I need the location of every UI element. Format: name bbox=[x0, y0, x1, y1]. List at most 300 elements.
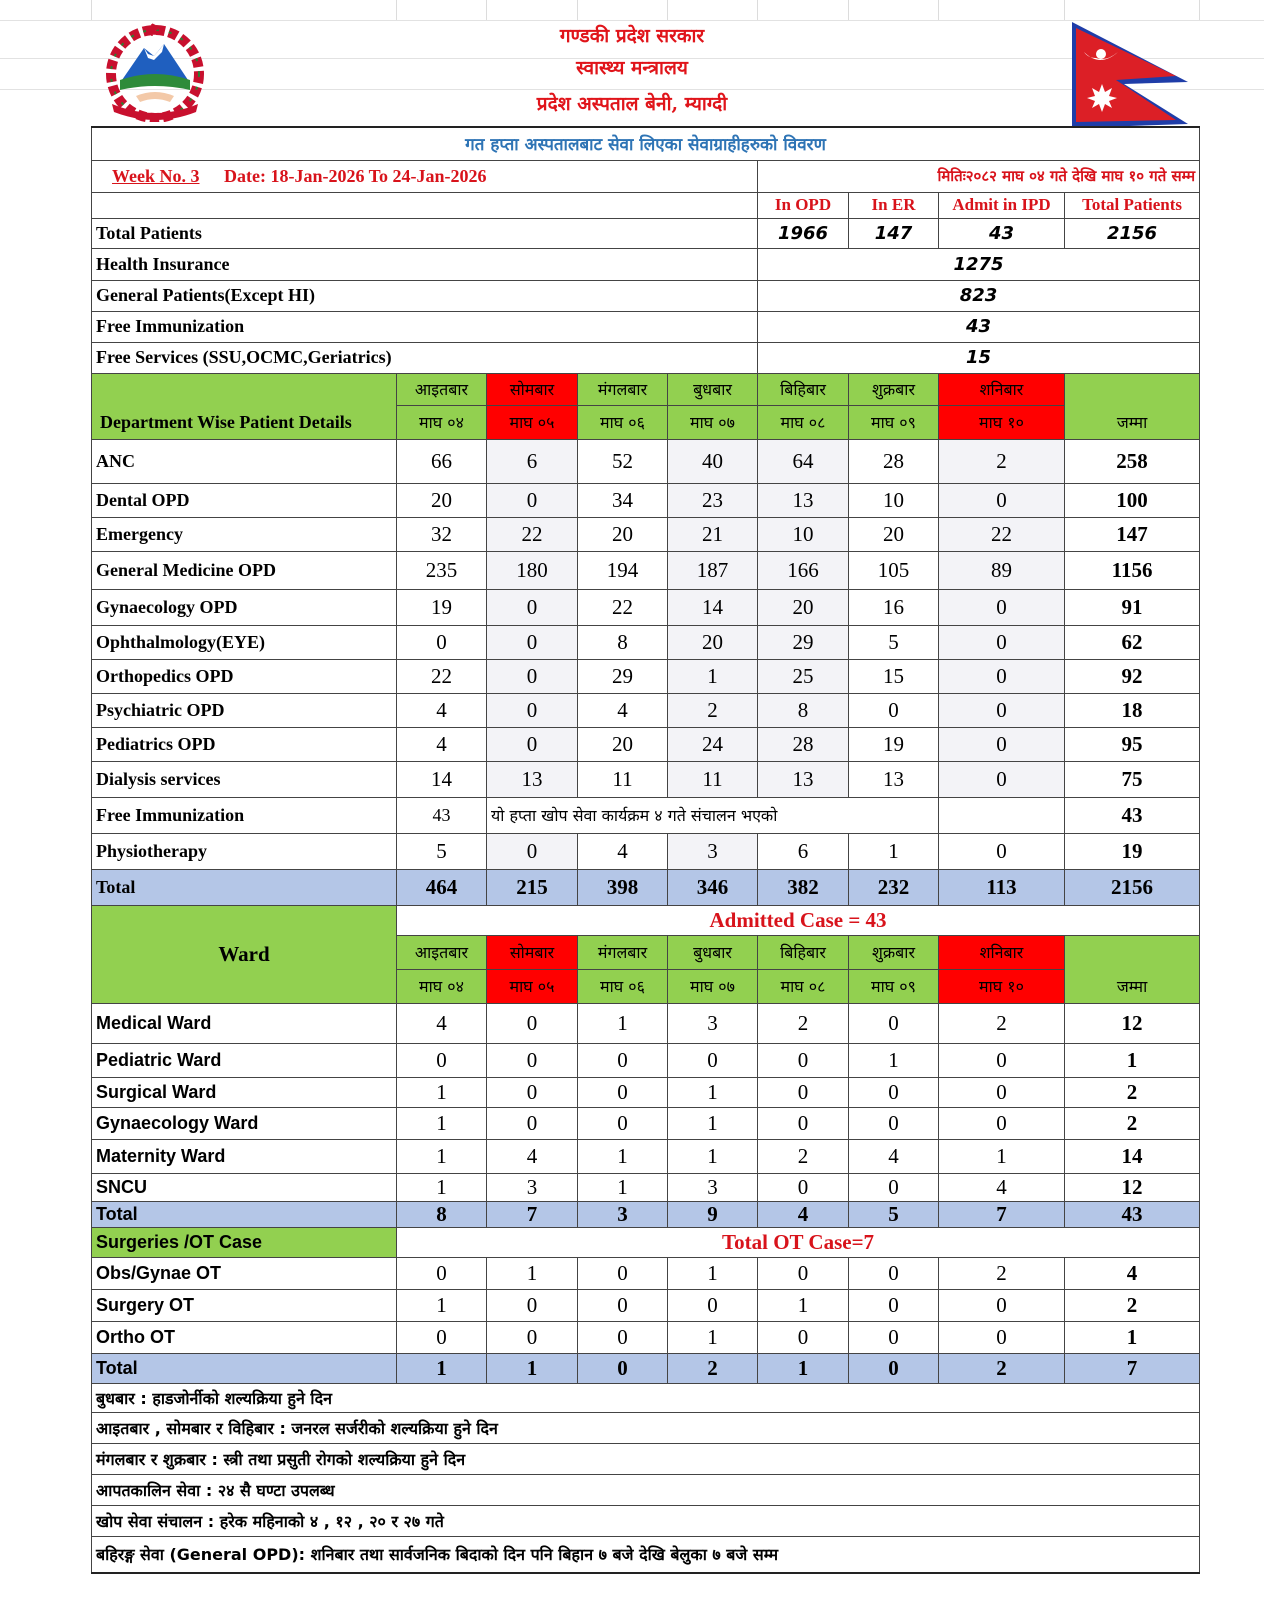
cell-value: 0 bbox=[939, 483, 1065, 517]
cell-value: 2 bbox=[939, 439, 1065, 483]
cell-value: 0 bbox=[939, 659, 1065, 693]
cell-value: 64 bbox=[758, 439, 849, 483]
cell-value: 0 bbox=[578, 1289, 668, 1321]
ward-rows bbox=[92, 1003, 1200, 1201]
cell-value: 13 bbox=[487, 761, 578, 797]
cell-value: 1 bbox=[578, 1003, 668, 1043]
gridline bbox=[1199, 0, 1200, 20]
row-label: SNCU bbox=[92, 1173, 397, 1201]
row-label: Psychiatric OPD bbox=[92, 693, 397, 727]
row-total: 43 bbox=[1065, 797, 1200, 833]
note-row bbox=[92, 1443, 1200, 1474]
cell-value: 8 bbox=[758, 693, 849, 727]
day-name: बिहिबार bbox=[758, 935, 849, 969]
cell-value: 0 bbox=[849, 693, 939, 727]
immunization-note: यो हप्ता खोप सेवा कार्यक्रम ४ गते संचालन भएको bbox=[487, 797, 939, 833]
cell-value: 19 bbox=[849, 727, 939, 761]
day-name: शुक्रबार bbox=[849, 373, 939, 405]
cell-value: 0 bbox=[758, 1077, 849, 1107]
cell-value: 0 bbox=[397, 1257, 487, 1289]
cell-value: 1 bbox=[668, 1077, 758, 1107]
cell-value: 398 bbox=[578, 869, 668, 905]
surgeries-header: Surgeries /OT Case bbox=[92, 1227, 397, 1257]
day-date: माघ ०८ bbox=[758, 969, 849, 1003]
ot-rows bbox=[92, 1257, 1200, 1353]
cell-value: 13 bbox=[758, 483, 849, 517]
ministry-name: स्वास्थ्य मन्त्रालय bbox=[576, 57, 688, 79]
cell-value: 11 bbox=[578, 761, 668, 797]
day-name: मंगलबार bbox=[578, 935, 668, 969]
cell-value: 2 bbox=[939, 1257, 1065, 1289]
total-col-header: जम्मा bbox=[1065, 935, 1200, 1003]
cell-value: 4 bbox=[397, 727, 487, 761]
cell-value: 7 bbox=[487, 1201, 578, 1227]
day-date: माघ ०७ bbox=[668, 969, 758, 1003]
cell-value: 34 bbox=[578, 483, 668, 517]
cell-value: 464 bbox=[397, 869, 487, 905]
row-label: ANC bbox=[92, 439, 397, 483]
total-patients-label: Total Patients bbox=[92, 218, 758, 248]
table-row bbox=[92, 1139, 1200, 1173]
cell-value: 0 bbox=[578, 1077, 668, 1107]
total-col-header: जम्मा bbox=[1065, 373, 1200, 439]
note-row bbox=[92, 1383, 1200, 1412]
table-row bbox=[92, 1107, 1200, 1139]
cell-value: 0 bbox=[487, 1003, 578, 1043]
cell-value: 0 bbox=[849, 1077, 939, 1107]
cell-value: 5 bbox=[397, 833, 487, 869]
cell-value: 13 bbox=[849, 761, 939, 797]
cell-value: 8 bbox=[578, 625, 668, 659]
cell-value: 0 bbox=[939, 625, 1065, 659]
cell-value: 0 bbox=[849, 1107, 939, 1139]
row-total: 258 bbox=[1065, 439, 1200, 483]
cell-value: 0 bbox=[668, 1289, 758, 1321]
table-row bbox=[92, 439, 1200, 483]
note-text: बुधबार : हाडजोर्नीको शल्यक्रिया हुने दिन bbox=[92, 1383, 1200, 1412]
cell-value: 0 bbox=[849, 1173, 939, 1201]
cell-value: 7 bbox=[939, 1201, 1065, 1227]
physiotherapy-row bbox=[92, 833, 1200, 869]
col-in-er: In ER bbox=[849, 192, 939, 218]
cell-value: 0 bbox=[939, 1321, 1065, 1353]
cell-value: 1 bbox=[668, 1107, 758, 1139]
cell-value: 0 bbox=[397, 1321, 487, 1353]
day-date: माघ १० bbox=[939, 405, 1065, 439]
table-row bbox=[92, 1003, 1200, 1043]
cell-value: 105 bbox=[849, 551, 939, 589]
cell-value: 1 bbox=[487, 1257, 578, 1289]
dept-header: Department Wise Patient Details bbox=[92, 373, 397, 439]
cell-value: 5 bbox=[849, 1201, 939, 1227]
date-range: Date: 18-Jan-2026 To 24-Jan-2026 bbox=[224, 165, 487, 186]
cell-value: 13 bbox=[758, 761, 849, 797]
summary-label: General Patients(Except HI) bbox=[92, 280, 758, 311]
cell-value: 2 bbox=[758, 1003, 849, 1043]
cell-value: 23 bbox=[668, 483, 758, 517]
row-total: 2 bbox=[1065, 1077, 1200, 1107]
cell-value: 180 bbox=[487, 551, 578, 589]
cell-value: 0 bbox=[487, 833, 578, 869]
cell-value: 6 bbox=[487, 439, 578, 483]
cell-value: 0 bbox=[758, 1173, 849, 1201]
table-row bbox=[92, 551, 1200, 589]
cell-value: 0 bbox=[849, 1289, 939, 1321]
cell-value: 1 bbox=[939, 1139, 1065, 1173]
cell-value: 5 bbox=[849, 625, 939, 659]
cell-value: 187 bbox=[668, 551, 758, 589]
table-row bbox=[92, 1257, 1200, 1289]
day-date: माघ ०७ bbox=[668, 405, 758, 439]
cell-value: 32 bbox=[397, 517, 487, 551]
cell-value: 1 bbox=[668, 1321, 758, 1353]
cell-value: 10 bbox=[849, 483, 939, 517]
row-label: Pediatrics OPD bbox=[92, 727, 397, 761]
cell-value: 4 bbox=[397, 693, 487, 727]
cell-value: 3 bbox=[668, 1003, 758, 1043]
dept-total-row bbox=[92, 869, 1200, 905]
cell-value: 0 bbox=[487, 659, 578, 693]
cell-value: 0 bbox=[487, 1107, 578, 1139]
cell-value: 4 bbox=[578, 693, 668, 727]
day-date: माघ ०४ bbox=[397, 969, 487, 1003]
week-cell bbox=[92, 160, 758, 192]
cell-value: 0 bbox=[487, 1043, 578, 1077]
cell-value: 1 bbox=[397, 1289, 487, 1321]
cell-value: 1 bbox=[849, 1043, 939, 1077]
day-date: माघ १० bbox=[939, 969, 1065, 1003]
day-date: माघ ०८ bbox=[758, 405, 849, 439]
cell-value: 2 bbox=[668, 693, 758, 727]
gridline bbox=[848, 0, 849, 20]
day-name: सोमबार bbox=[487, 373, 578, 405]
cell-value: 4 bbox=[397, 1003, 487, 1043]
table-row bbox=[92, 517, 1200, 551]
cell-value: 1 bbox=[578, 1139, 668, 1173]
row-total: 62 bbox=[1065, 625, 1200, 659]
cell-value: 0 bbox=[578, 1043, 668, 1077]
cell-value: 232 bbox=[849, 869, 939, 905]
department-rows bbox=[92, 439, 1200, 797]
in-er-value: 147 bbox=[849, 218, 939, 248]
dept-day-header-row bbox=[92, 373, 1200, 405]
note-row bbox=[92, 1412, 1200, 1443]
row-total: 2156 bbox=[1065, 869, 1200, 905]
cell-value: 0 bbox=[939, 1107, 1065, 1139]
cell-value: 0 bbox=[487, 693, 578, 727]
day-date: माघ ०४ bbox=[397, 405, 487, 439]
cell-value: 215 bbox=[487, 869, 578, 905]
table-row bbox=[92, 693, 1200, 727]
cell-value: 20 bbox=[578, 517, 668, 551]
day-name: शनिबार bbox=[939, 935, 1065, 969]
cell-value: 0 bbox=[578, 1107, 668, 1139]
cell-value: 0 bbox=[939, 1043, 1065, 1077]
admitted-caption: Admitted Case = 43 bbox=[397, 905, 1200, 935]
row-label: Ortho OT bbox=[92, 1321, 397, 1353]
table-row bbox=[92, 1043, 1200, 1077]
row-total: 75 bbox=[1065, 761, 1200, 797]
day-name: शनिबार bbox=[939, 373, 1065, 405]
gridline bbox=[577, 0, 578, 20]
cell-value: 0 bbox=[487, 483, 578, 517]
cell-value: 0 bbox=[849, 1257, 939, 1289]
summary-total-row bbox=[92, 218, 1200, 248]
cell-value: 1 bbox=[758, 1353, 849, 1383]
row-total: 12 bbox=[1065, 1003, 1200, 1043]
cell-value: 0 bbox=[668, 1043, 758, 1077]
day-name: सोमबार bbox=[487, 935, 578, 969]
summary-row bbox=[92, 280, 1200, 311]
cell-value: 1 bbox=[668, 659, 758, 693]
note-text: मंगलबार र शुक्रबार : स्त्री तथा प्रसुती रोगको शल्यक्रिया हुने दिन bbox=[92, 1443, 1200, 1474]
summary-row bbox=[92, 311, 1200, 342]
row-total: 12 bbox=[1065, 1173, 1200, 1201]
day-date: माघ ०५ bbox=[487, 969, 578, 1003]
cell-value: 21 bbox=[668, 517, 758, 551]
day-name: आइतबार bbox=[397, 373, 487, 405]
summary-row bbox=[92, 248, 1200, 280]
cell-value: 1 bbox=[849, 833, 939, 869]
row-label: Emergency bbox=[92, 517, 397, 551]
row-total: 91 bbox=[1065, 589, 1200, 625]
note-row bbox=[92, 1536, 1200, 1573]
table-row bbox=[92, 625, 1200, 659]
cell-value: 66 bbox=[397, 439, 487, 483]
cell-value: 4 bbox=[578, 833, 668, 869]
summary-value: 15 bbox=[758, 342, 1200, 373]
table-row bbox=[92, 1289, 1200, 1321]
cell-value: 3 bbox=[668, 833, 758, 869]
cell-value: 0 bbox=[758, 1043, 849, 1077]
cell-value: 3 bbox=[668, 1173, 758, 1201]
cell-value: 346 bbox=[668, 869, 758, 905]
day-name: बुधबार bbox=[668, 373, 758, 405]
cell-value: 0 bbox=[397, 1043, 487, 1077]
cell-value: 1 bbox=[758, 1289, 849, 1321]
cell-value: 4 bbox=[849, 1139, 939, 1173]
gridline bbox=[667, 0, 668, 20]
row-total: 1156 bbox=[1065, 551, 1200, 589]
week-row bbox=[92, 160, 1200, 192]
nepal-flag-icon bbox=[1066, 18, 1190, 130]
cell-value: 6 bbox=[758, 833, 849, 869]
cell-value: 1 bbox=[487, 1353, 578, 1383]
cell-value: 0 bbox=[487, 1321, 578, 1353]
hospital-name: प्रदेश अस्पताल बेनी, म्याग्दी bbox=[536, 93, 728, 115]
row-label: General Medicine OPD bbox=[92, 551, 397, 589]
total-patients-value: 2156 bbox=[1065, 218, 1200, 248]
cell-value: 4 bbox=[487, 1139, 578, 1173]
cell-value: 14 bbox=[668, 589, 758, 625]
cell-value: 14 bbox=[397, 761, 487, 797]
cell-value: 0 bbox=[758, 1107, 849, 1139]
cell-value: 0 bbox=[578, 1321, 668, 1353]
cell-value: 10 bbox=[758, 517, 849, 551]
admit-ipd-value: 43 bbox=[939, 218, 1065, 248]
col-in-opd: In OPD bbox=[758, 192, 849, 218]
cell-value: 0 bbox=[397, 625, 487, 659]
row-total: 1 bbox=[1065, 1043, 1200, 1077]
row-label: Ophthalmology(EYE) bbox=[92, 625, 397, 659]
cell-value: 8 bbox=[397, 1201, 487, 1227]
cell-value: 0 bbox=[939, 589, 1065, 625]
row-total: 18 bbox=[1065, 693, 1200, 727]
summary-value: 1275 bbox=[758, 248, 1200, 280]
cell-value: 29 bbox=[578, 659, 668, 693]
note-text: खोप सेवा संचालन : हरेक महिनाको ४ , १२ , २० र २७ गते bbox=[92, 1505, 1200, 1536]
cell-value: 28 bbox=[849, 439, 939, 483]
cell-value: 0 bbox=[939, 1289, 1065, 1321]
row-total: 92 bbox=[1065, 659, 1200, 693]
day-name: बिहिबार bbox=[758, 373, 849, 405]
cell-value: 0 bbox=[578, 1353, 668, 1383]
cell-value: 1 bbox=[397, 1139, 487, 1173]
ot-caption: Total OT Case=7 bbox=[397, 1227, 1200, 1257]
summary-label: Health Insurance bbox=[92, 248, 758, 280]
ward-header: Ward bbox=[92, 905, 397, 1003]
cell-value: 9 bbox=[668, 1201, 758, 1227]
day-name: आइतबार bbox=[397, 935, 487, 969]
report-table bbox=[91, 126, 1200, 1574]
cell-value: 19 bbox=[397, 589, 487, 625]
table-row bbox=[92, 761, 1200, 797]
note-row bbox=[92, 1474, 1200, 1505]
cell-value: 29 bbox=[758, 625, 849, 659]
row-total: 19 bbox=[1065, 833, 1200, 869]
cell-value: 16 bbox=[849, 589, 939, 625]
row-total: 100 bbox=[1065, 483, 1200, 517]
row-label: Obs/Gynae OT bbox=[92, 1257, 397, 1289]
summary-header-row bbox=[92, 192, 1200, 218]
row-label: Gynaecology OPD bbox=[92, 589, 397, 625]
cell-value: 3 bbox=[487, 1173, 578, 1201]
day-name: बुधबार bbox=[668, 935, 758, 969]
cell-value: 1 bbox=[668, 1257, 758, 1289]
day-date: माघ ०५ bbox=[487, 405, 578, 439]
col-admit-ipd: Admit in IPD bbox=[939, 192, 1065, 218]
gridline bbox=[396, 0, 397, 20]
cell-value: 2 bbox=[939, 1353, 1065, 1383]
day-name: शुक्रबार bbox=[849, 935, 939, 969]
note-row bbox=[92, 1505, 1200, 1536]
row-total: 7 bbox=[1065, 1353, 1200, 1383]
gridline bbox=[486, 0, 487, 20]
ward-caption-row bbox=[92, 905, 1200, 935]
row-total: 43 bbox=[1065, 1201, 1200, 1227]
row-total: 147 bbox=[1065, 517, 1200, 551]
cell-value: 235 bbox=[397, 551, 487, 589]
cell-value: 11 bbox=[668, 761, 758, 797]
row-label: Total bbox=[92, 869, 397, 905]
cell-value: 0 bbox=[758, 1321, 849, 1353]
row-total: 95 bbox=[1065, 727, 1200, 761]
table-row bbox=[92, 1321, 1200, 1353]
week-number: Week No. 3 bbox=[112, 165, 200, 186]
row-label: Pediatric Ward bbox=[92, 1043, 397, 1077]
day-date: माघ ०९ bbox=[849, 405, 939, 439]
cell-value: 0 bbox=[487, 625, 578, 659]
table-row bbox=[92, 659, 1200, 693]
row-label: Total bbox=[92, 1353, 397, 1383]
cell-value: 1 bbox=[668, 1139, 758, 1173]
day-date: माघ ०६ bbox=[578, 969, 668, 1003]
cell-value: 0 bbox=[849, 1353, 939, 1383]
cell-value: 20 bbox=[397, 483, 487, 517]
cell-value: 166 bbox=[758, 551, 849, 589]
cell-value: 0 bbox=[487, 1077, 578, 1107]
cell-value: 20 bbox=[578, 727, 668, 761]
row-label: Physiotherapy bbox=[92, 833, 397, 869]
cell-value: 0 bbox=[487, 727, 578, 761]
table-row bbox=[92, 727, 1200, 761]
ward-total-row bbox=[92, 1201, 1200, 1227]
cell-value: 20 bbox=[758, 589, 849, 625]
ot-total-row bbox=[92, 1353, 1200, 1383]
report-title-row bbox=[92, 127, 1200, 160]
row-label: Free Immunization bbox=[92, 797, 397, 833]
cell-value: 22 bbox=[487, 517, 578, 551]
cell-value: 4 bbox=[758, 1201, 849, 1227]
gridline bbox=[938, 0, 939, 20]
note-text: आइतबार , सोमबार र विहिबार : जनरल सर्जरीको शल्यक्रिया हुने दिन bbox=[92, 1412, 1200, 1443]
cell-value: 382 bbox=[758, 869, 849, 905]
cell-value: 52 bbox=[578, 439, 668, 483]
cell-value: 1 bbox=[397, 1353, 487, 1383]
row-label: Gynaecology Ward bbox=[92, 1107, 397, 1139]
cell-value: 0 bbox=[487, 589, 578, 625]
cell-value: 0 bbox=[578, 1257, 668, 1289]
row-total: 1 bbox=[1065, 1321, 1200, 1353]
surgeries-caption-row bbox=[92, 1227, 1200, 1257]
row-label: Orthopedics OPD bbox=[92, 659, 397, 693]
cell-value: 40 bbox=[668, 439, 758, 483]
cell-value: 194 bbox=[578, 551, 668, 589]
summary-value: 43 bbox=[758, 311, 1200, 342]
row-label: Maternity Ward bbox=[92, 1139, 397, 1173]
table-row bbox=[92, 1173, 1200, 1201]
row-label: Total bbox=[92, 1201, 397, 1227]
cell-value: 0 bbox=[487, 1289, 578, 1321]
cell-value: 20 bbox=[668, 625, 758, 659]
cell-value: 0 bbox=[939, 1077, 1065, 1107]
row-label: Dental OPD bbox=[92, 483, 397, 517]
day-date: माघ ०९ bbox=[849, 969, 939, 1003]
cell-value: 22 bbox=[397, 659, 487, 693]
cell-value: 1 bbox=[397, 1173, 487, 1201]
summary-label: Free Immunization bbox=[92, 311, 758, 342]
row-label: Medical Ward bbox=[92, 1003, 397, 1043]
nepali-date-range: मितिः२०८२ माघ ०४ गते देखि माघ १० गते सम्म bbox=[758, 160, 1200, 192]
cell-value: 22 bbox=[578, 589, 668, 625]
row-total: 14 bbox=[1065, 1139, 1200, 1173]
report-sheet bbox=[91, 126, 1199, 1574]
cell-value: 20 bbox=[849, 517, 939, 551]
summary-label: Free Services (SSU,OCMC,Geriatrics) bbox=[92, 342, 758, 373]
cell-value: 0 bbox=[849, 1321, 939, 1353]
gridline bbox=[91, 0, 92, 20]
cell-value: 24 bbox=[668, 727, 758, 761]
note-text: आपतकालिन सेवा : २४ सै घण्टा उपलब्ध bbox=[92, 1474, 1200, 1505]
cell-value: 0 bbox=[849, 1003, 939, 1043]
govt-name: गण्डकी प्रदेश सरकार bbox=[559, 25, 705, 47]
table-row bbox=[92, 1077, 1200, 1107]
note-text: बहिरङ्ग सेवा (General OPD): शनिबार तथा सार्वजनिक बिदाको दिन पनि बिहान ७ बजे देखि बेलुका ७ बजे सम्म bbox=[92, 1536, 1200, 1573]
row-total: 2 bbox=[1065, 1289, 1200, 1321]
in-opd-value: 1966 bbox=[758, 218, 849, 248]
cell-value: 25 bbox=[758, 659, 849, 693]
col-total-patients: Total Patients bbox=[1065, 192, 1200, 218]
